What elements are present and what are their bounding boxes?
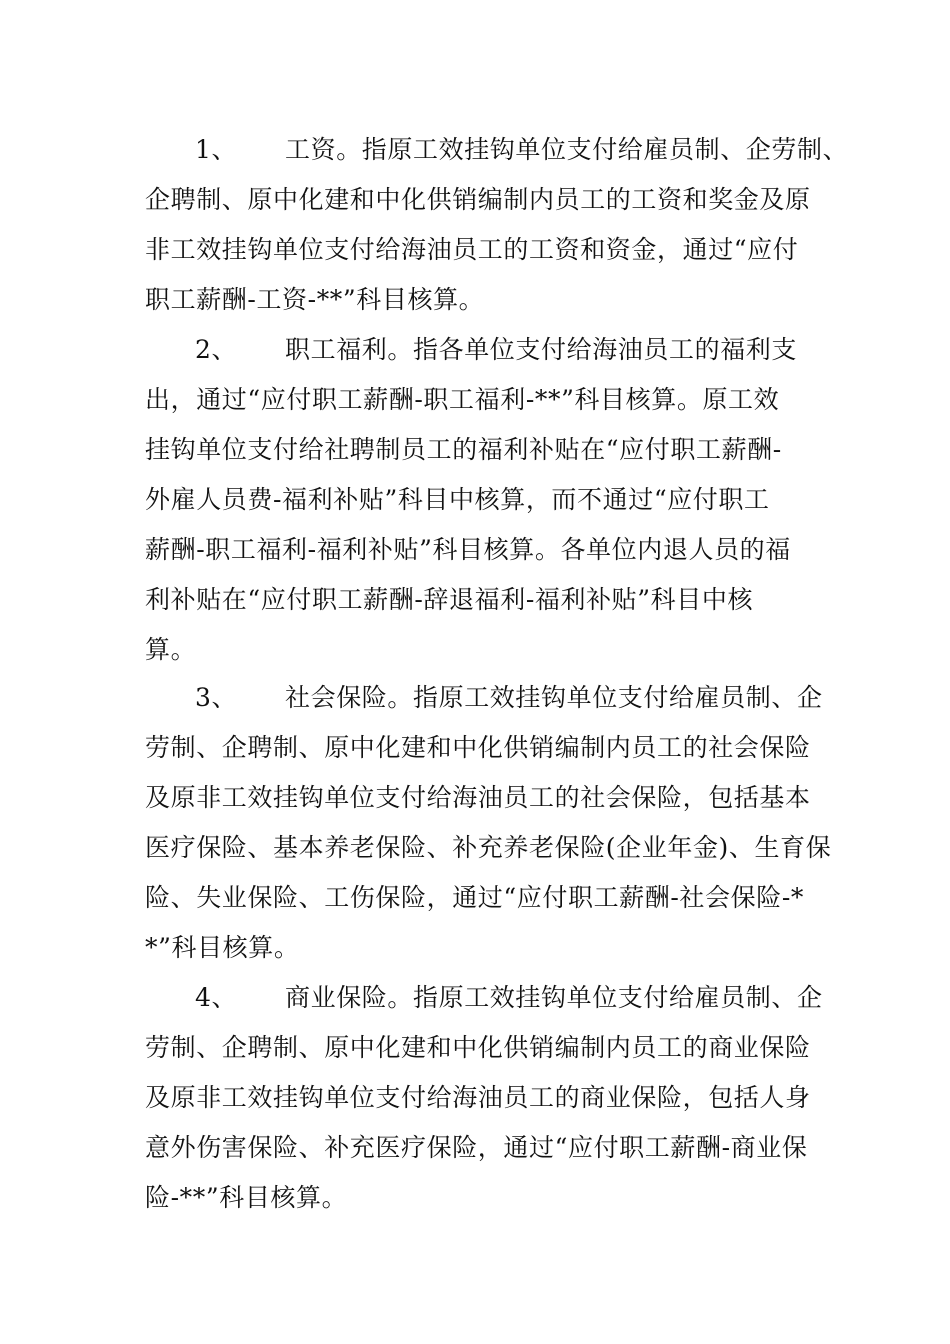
paragraph-text-line: 职工薪酬-工资-**”科目核算。 (145, 285, 485, 314)
paragraph-text-line: 险-**”科目核算。 (145, 1183, 348, 1212)
paragraph-first-line (145, 325, 820, 375)
paragraph-text-line: 非工效挂钩单位支付给海油员工的工资和资金，通过“应付 (145, 235, 799, 264)
paragraph-text-line: 企聘制、原中化建和中化供销编制内员工的工资和奖金及原 (145, 185, 811, 214)
paragraph-text-line: *”科目核算。 (145, 933, 300, 962)
paragraph-2 (145, 325, 820, 675)
paragraph-first-line (145, 673, 823, 723)
paragraph-text-line: 及原非工效挂钩单位支付给海油员工的社会保险，包括基本 (145, 783, 811, 812)
paragraph-1 (145, 125, 849, 325)
paragraph-text-line: 外雇人员费-福利补贴”科目中核算，而不通过“应付职工 (145, 485, 770, 514)
paragraph-text-line: 职工福利。指各单位支付给海油员工的福利支 (285, 335, 798, 364)
paragraph-number: 4、 (195, 983, 238, 1012)
paragraph-first-line (145, 125, 849, 175)
paragraph-3 (145, 673, 832, 973)
paragraph-text-line: 险、失业保险、工伤保险，通过“应付职工薪酬-社会保险-* (145, 883, 804, 912)
paragraph-first-line (145, 973, 823, 1023)
paragraph-text-line: 出，通过“应付职工薪酬-职工福利-**”科目核算。原工效 (145, 385, 780, 414)
paragraph-text-line: 社会保险。指原工效挂钩单位支付给雇员制、企 (285, 683, 823, 712)
paragraph-4 (145, 973, 823, 1223)
paragraph-text-line: 及原非工效挂钩单位支付给海油员工的商业保险，包括人身 (145, 1083, 811, 1112)
paragraph-text-line: 挂钩单位支付给社聘制员工的福利补贴在“应付职工薪酬- (145, 435, 782, 464)
paragraph-number: 1、 (195, 135, 238, 164)
paragraph-text-line: 工资。指原工效挂钩单位支付给雇员制、企劳制、 (285, 135, 849, 164)
paragraph-text-line: 算。 (145, 635, 197, 664)
paragraph-text-line: 利补贴在“应付职工薪酬-辞退福利-福利补贴”科目中核 (145, 585, 754, 614)
paragraph-text-line: 薪酬-职工福利-福利补贴”科目核算。各单位内退人员的福 (145, 535, 791, 564)
paragraph-text-line: 劳制、企聘制、原中化建和中化供销编制内员工的商业保险 (145, 1033, 811, 1062)
paragraph-number: 2、 (195, 335, 238, 364)
paragraph-text-line: 医疗保险、基本养老保险、补充养老保险(企业年金)、生育保 (145, 833, 832, 862)
paragraph-number: 3、 (195, 683, 238, 712)
paragraph-text-line: 商业保险。指原工效挂钩单位支付给雇员制、企 (285, 983, 823, 1012)
paragraph-text-line: 劳制、企聘制、原中化建和中化供销编制内员工的社会保险 (145, 733, 811, 762)
paragraph-text-line: 意外伤害保险、补充医疗保险，通过“应付职工薪酬-商业保 (145, 1133, 808, 1162)
